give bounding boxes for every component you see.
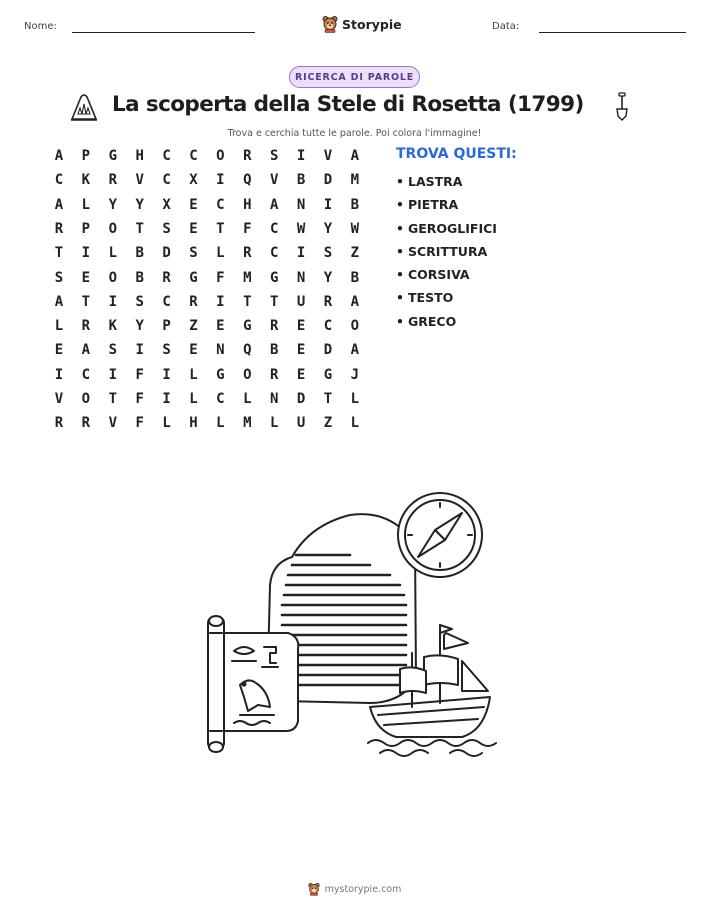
grid-letter[interactable]: I	[162, 391, 171, 407]
grid-letter[interactable]: S	[162, 342, 171, 359]
grid-letter[interactable]: H	[135, 148, 144, 164]
grid-letter[interactable]: L	[189, 366, 198, 383]
grid-letter[interactable]: Z	[350, 245, 360, 262]
grid-letter[interactable]: N	[216, 342, 225, 359]
word-text: LASTRA	[408, 174, 463, 189]
grid-letter[interactable]: A	[350, 148, 360, 164]
bullet: •	[396, 267, 404, 283]
grid-letter[interactable]: L	[189, 391, 198, 407]
grid-letter[interactable]: L	[216, 415, 225, 432]
grid-letter[interactable]: C	[81, 366, 91, 383]
grid-letter[interactable]: P	[81, 148, 91, 164]
grid-letter[interactable]: O	[108, 269, 118, 286]
grid-letter[interactable]: R	[81, 318, 91, 335]
grid-letter[interactable]: C	[54, 172, 64, 189]
grid-letter[interactable]: B	[135, 245, 144, 262]
grid-letter[interactable]: L	[243, 391, 252, 407]
grid-letter[interactable]: C	[269, 220, 279, 237]
title-row	[0, 92, 709, 124]
brand-name: Storypie	[342, 16, 402, 32]
date-field-line[interactable]	[539, 32, 686, 33]
grid-letter[interactable]: S	[162, 220, 171, 237]
bullet: •	[396, 290, 404, 306]
grid-letter[interactable]: I	[162, 366, 171, 383]
page-title: La scoperta della Stele di Rosetta (1799)	[112, 92, 584, 117]
grid-letter[interactable]: A	[81, 342, 91, 359]
grid-letter[interactable]: N	[296, 269, 306, 286]
word-list-title: TROVA QUESTI:	[396, 146, 517, 162]
grid-letter[interactable]: J	[350, 366, 360, 383]
grid-letter[interactable]: I	[296, 245, 306, 262]
grid-letter[interactable]: H	[243, 196, 252, 213]
grid-letter[interactable]: R	[243, 245, 252, 262]
bullet: •	[396, 243, 404, 259]
grid-letter[interactable]: T	[54, 245, 64, 262]
grid-letter[interactable]: A	[350, 293, 360, 310]
grid-letter[interactable]: R	[189, 293, 198, 310]
grid-letter[interactable]: B	[269, 342, 279, 359]
grid-letter[interactable]: D	[296, 391, 306, 407]
word-list-item	[396, 310, 517, 333]
grid-letter[interactable]: H	[189, 415, 198, 432]
grid-letter[interactable]: E	[296, 366, 306, 383]
grid-letter[interactable]: R	[243, 148, 252, 164]
grid-letter[interactable]: U	[296, 293, 306, 310]
grid-letter[interactable]: O	[81, 391, 91, 407]
grid-letter[interactable]: W	[350, 220, 360, 237]
grid-letter[interactable]: W	[296, 220, 306, 237]
grid-letter[interactable]: L	[350, 415, 360, 432]
grid-letter[interactable]: V	[323, 148, 333, 164]
grid-letter[interactable]: E	[189, 220, 198, 237]
grid-letter[interactable]: V	[135, 172, 144, 189]
grid-letter[interactable]: N	[269, 391, 279, 407]
grid-letter[interactable]: F	[216, 269, 225, 286]
grid-letter[interactable]: C	[323, 318, 333, 335]
category-badge: RICERCA DI PAROLE	[289, 66, 420, 88]
stele-monument-icon	[69, 92, 99, 122]
brand-logo	[322, 14, 402, 34]
grid-letter[interactable]: N	[296, 196, 306, 213]
grid-letter[interactable]: C	[216, 391, 225, 407]
grid-letter[interactable]: T	[243, 293, 252, 310]
grid-letter[interactable]: D	[323, 172, 333, 189]
bullet: •	[396, 197, 404, 213]
grid-letter[interactable]: L	[54, 318, 64, 335]
grid-letter[interactable]: S	[135, 293, 144, 310]
grid-letter[interactable]: X	[162, 196, 171, 213]
grid-letter[interactable]: T	[216, 220, 225, 237]
date-label: Data:	[492, 21, 520, 32]
grid-letter[interactable]: E	[189, 342, 198, 359]
grid-letter[interactable]: S	[189, 245, 198, 262]
grid-letter[interactable]: G	[189, 269, 198, 286]
grid-letter[interactable]: L	[350, 391, 360, 407]
grid-letter[interactable]: G	[108, 148, 118, 164]
grid-letter[interactable]: O	[216, 148, 225, 164]
grid-letter[interactable]: I	[135, 342, 144, 359]
grid-letter[interactable]: M	[243, 269, 252, 286]
bullet: •	[396, 220, 404, 236]
grid-letter[interactable]: I	[216, 172, 225, 189]
grid-letter[interactable]: V	[108, 415, 118, 432]
word-list-item	[396, 240, 517, 263]
grid-letter[interactable]: R	[54, 220, 64, 237]
grid-letter[interactable]: F	[135, 415, 144, 432]
grid-letter[interactable]: F	[243, 220, 252, 237]
grid-letter[interactable]: C	[269, 245, 279, 262]
grid-letter[interactable]: E	[216, 318, 225, 335]
grid-letter[interactable]: K	[81, 172, 91, 189]
grid-letter[interactable]: G	[216, 366, 225, 383]
bullet: •	[396, 313, 404, 329]
bullet: •	[396, 174, 404, 189]
grid-letter[interactable]: Q	[243, 172, 252, 189]
grid-letter[interactable]: G	[269, 269, 279, 286]
grid-letter[interactable]: T	[269, 293, 279, 310]
grid-letter[interactable]: L	[162, 415, 171, 432]
grid-letter[interactable]: R	[54, 415, 64, 432]
grid-letter[interactable]: A	[54, 148, 64, 164]
word-list-item	[396, 193, 517, 216]
grid-letter[interactable]: K	[108, 318, 118, 335]
grid-letter[interactable]: S	[323, 245, 333, 262]
grid-letter[interactable]: Y	[323, 269, 333, 286]
grid-letter[interactable]: Y	[323, 220, 333, 237]
grid-letter[interactable]: I	[296, 148, 306, 164]
word-list-item	[396, 263, 517, 286]
grid-letter[interactable]: R	[162, 269, 171, 286]
name-label: Nome:	[24, 21, 57, 32]
grid-letter[interactable]: A	[54, 196, 64, 213]
grid-letter[interactable]: D	[323, 342, 333, 359]
footer-url[interactable]: mystorypie.com	[324, 883, 402, 895]
shovel-icon	[612, 92, 632, 122]
grid-letter[interactable]: X	[189, 172, 198, 189]
grid-letter[interactable]: O	[350, 318, 360, 335]
grid-letter[interactable]: C	[162, 293, 171, 310]
grid-letter[interactable]: Z	[323, 415, 333, 432]
grid-letter[interactable]: E	[54, 342, 64, 359]
footer	[0, 880, 709, 898]
grid-letter[interactable]: R	[108, 172, 118, 189]
grid-letter[interactable]: V	[269, 172, 279, 189]
grid-letter[interactable]: Y	[135, 196, 144, 213]
bear-logo-icon	[322, 15, 338, 33]
grid-letter[interactable]: T	[323, 391, 333, 407]
grid-letter[interactable]: Z	[189, 318, 198, 335]
word-text: CORSIVA	[408, 267, 470, 283]
grid-letter[interactable]: R	[269, 366, 279, 383]
grid-letter[interactable]: B	[296, 172, 306, 189]
header	[0, 14, 709, 42]
bear-logo-icon	[308, 882, 320, 896]
rosetta-stone-illustration	[200, 485, 500, 760]
grid-letter[interactable]: Y	[135, 318, 144, 335]
grid-letter[interactable]: R	[81, 415, 91, 432]
instructions: Trova e cerchia tutte le parole. Poi colora l'immagine!	[227, 128, 482, 139]
grid-letter[interactable]: U	[296, 415, 306, 432]
grid-letter[interactable]: T	[135, 220, 144, 237]
grid-letter[interactable]: Q	[243, 342, 252, 359]
grid-letter[interactable]: G	[323, 366, 333, 383]
grid-letter[interactable]: V	[54, 391, 64, 407]
grid-letter[interactable]: P	[81, 220, 91, 237]
word-text: TESTO	[408, 290, 454, 306]
word-list	[396, 170, 517, 333]
word-list-item	[396, 170, 517, 193]
grid-letter[interactable]: L	[108, 245, 118, 262]
name-field-line[interactable]	[72, 32, 255, 33]
grid-letter[interactable]: S	[108, 342, 118, 359]
word-list-item	[396, 217, 517, 240]
grid-letter[interactable]: T	[108, 391, 118, 407]
word-text: GRECO	[408, 313, 457, 329]
grid-letter[interactable]: P	[162, 318, 171, 335]
grid-letter[interactable]: O	[243, 366, 252, 383]
word-list-panel	[396, 146, 517, 333]
grid-letter[interactable]: Y	[108, 196, 118, 213]
word-text: SCRITTURA	[408, 243, 488, 259]
grid-letter[interactable]: S	[54, 269, 64, 286]
grid-letter[interactable]: F	[135, 366, 144, 383]
grid-letter[interactable]: R	[269, 318, 279, 335]
grid-letter[interactable]: E	[296, 318, 306, 335]
grid-letter[interactable]: L	[269, 415, 279, 432]
grid-letter[interactable]: B	[350, 196, 360, 213]
grid-letter[interactable]: C	[189, 148, 198, 164]
grid-letter[interactable]: I	[323, 196, 333, 213]
grid-letter[interactable]: D	[162, 245, 171, 262]
grid-letter[interactable]: O	[108, 220, 118, 237]
grid-letter[interactable]: C	[216, 196, 225, 213]
grid-letter[interactable]: A	[269, 196, 279, 213]
grid-letter[interactable]: I	[216, 293, 225, 310]
grid-letter[interactable]: A	[350, 342, 360, 359]
grid-letter[interactable]: S	[269, 148, 279, 164]
grid-letter[interactable]: M	[243, 415, 252, 432]
grid-letter[interactable]: E	[81, 269, 91, 286]
word-list-item	[396, 286, 517, 309]
grid-letter[interactable]: E	[296, 342, 306, 359]
grid-letter[interactable]: L	[216, 245, 225, 262]
word-text: PIETRA	[408, 197, 459, 213]
grid-letter[interactable]: T	[81, 293, 91, 310]
grid-letter[interactable]: I	[81, 245, 91, 262]
grid-letter[interactable]: I	[54, 366, 64, 383]
grid-letter[interactable]: B	[135, 269, 144, 286]
grid-letter[interactable]: I	[108, 293, 118, 310]
grid-letter[interactable]: M	[350, 172, 360, 189]
grid-letter[interactable]: A	[54, 293, 64, 310]
word-text: GEROGLIFICI	[408, 220, 497, 236]
grid-letter[interactable]: G	[243, 318, 252, 335]
grid-letter[interactable]: I	[108, 366, 118, 383]
grid-letter[interactable]: C	[162, 148, 171, 164]
grid-letter[interactable]: E	[189, 196, 198, 213]
grid-letter[interactable]: B	[350, 269, 360, 286]
grid-letter[interactable]: C	[162, 172, 171, 189]
grid-letter[interactable]: L	[81, 196, 91, 213]
grid-letter[interactable]: F	[135, 391, 144, 407]
grid-letter[interactable]: R	[323, 293, 333, 310]
